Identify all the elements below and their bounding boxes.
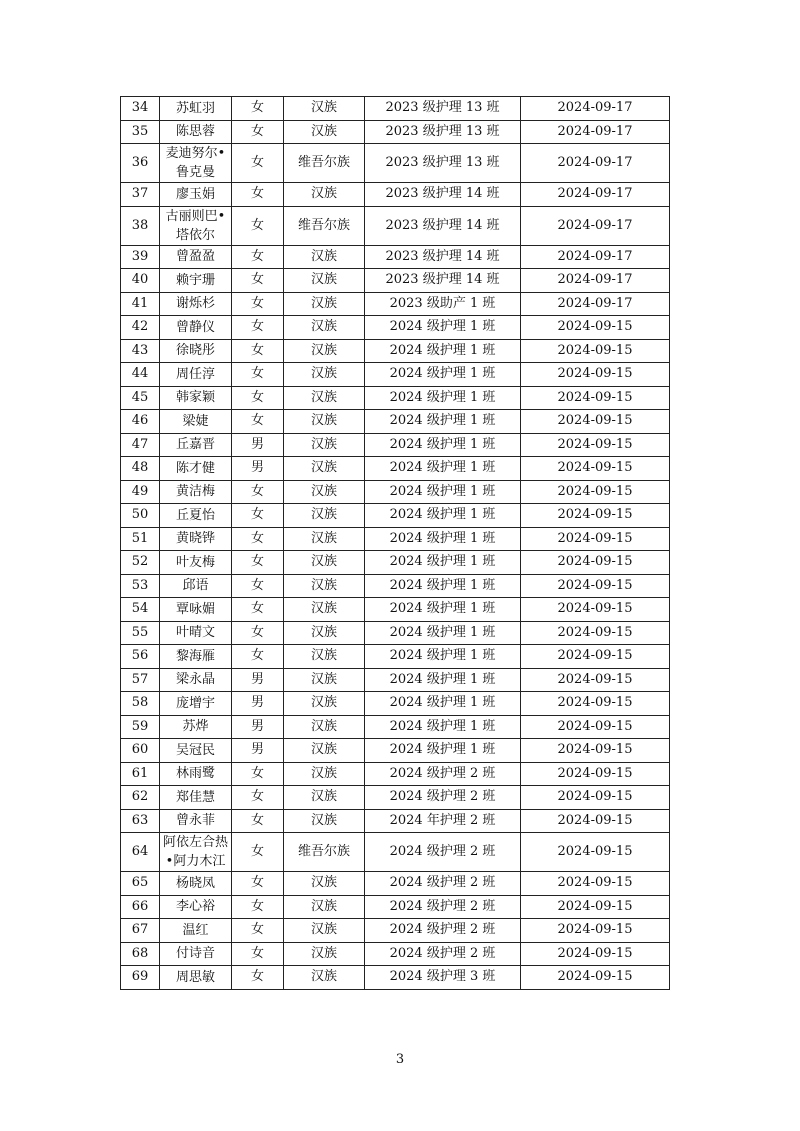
class-name-cell: 2024 级护理 1 班	[365, 598, 521, 622]
gender-cell: 女	[232, 363, 284, 387]
student-name-cell: 覃咏媚	[160, 598, 232, 622]
ethnicity-cell: 汉族	[284, 457, 365, 481]
date-cell: 2024-09-15	[521, 457, 670, 481]
ethnicity-cell: 汉族	[284, 692, 365, 716]
ethnicity-cell: 汉族	[284, 715, 365, 739]
gender-cell: 女	[232, 942, 284, 966]
gender-cell: 女	[232, 206, 284, 245]
ethnicity-cell: 汉族	[284, 919, 365, 943]
class-name-cell: 2024 级护理 1 班	[365, 715, 521, 739]
student-name-cell: 黄洁梅	[160, 480, 232, 504]
student-name-cell: 苏烨	[160, 715, 232, 739]
table-row	[121, 206, 670, 245]
table-row	[121, 598, 670, 622]
table-row	[121, 574, 670, 598]
table-row	[121, 120, 670, 144]
date-cell: 2024-09-15	[521, 551, 670, 575]
student-name-cell: 周任淳	[160, 363, 232, 387]
gender-cell: 女	[232, 966, 284, 990]
gender-cell: 女	[232, 895, 284, 919]
ethnicity-cell: 汉族	[284, 339, 365, 363]
gender-cell: 女	[232, 919, 284, 943]
class-name-cell: 2024 级护理 1 班	[365, 551, 521, 575]
gender-cell: 男	[232, 739, 284, 763]
student-name-cell: 陈才健	[160, 457, 232, 481]
gender-cell: 女	[232, 645, 284, 669]
student-name-cell: 郑佳慧	[160, 786, 232, 810]
class-name-cell: 2023 级护理 14 班	[365, 183, 521, 207]
gender-cell: 女	[232, 269, 284, 293]
student-name-cell: 麦迪努尔•鲁克曼	[160, 144, 232, 183]
table-row	[121, 386, 670, 410]
date-cell: 2024-09-17	[521, 183, 670, 207]
gender-cell: 女	[232, 872, 284, 896]
student-name-cell: 黄晓铧	[160, 527, 232, 551]
ethnicity-cell: 汉族	[284, 527, 365, 551]
row-number-cell: 60	[121, 739, 160, 763]
row-number-cell: 62	[121, 786, 160, 810]
table-row	[121, 786, 670, 810]
date-cell: 2024-09-15	[521, 410, 670, 434]
student-name-cell: 阿依左合热•阿力木江	[160, 833, 232, 872]
table-row	[121, 144, 670, 183]
class-name-cell: 2024 级护理 1 班	[365, 739, 521, 763]
table-row	[121, 739, 670, 763]
table-row	[121, 183, 670, 207]
date-cell: 2024-09-15	[521, 504, 670, 528]
class-name-cell: 2023 级护理 13 班	[365, 120, 521, 144]
gender-cell: 女	[232, 527, 284, 551]
student-name-cell: 吴冠民	[160, 739, 232, 763]
ethnicity-cell: 汉族	[284, 786, 365, 810]
ethnicity-cell: 汉族	[284, 433, 365, 457]
date-cell: 2024-09-15	[521, 833, 670, 872]
row-number-cell: 64	[121, 833, 160, 872]
date-cell: 2024-09-15	[521, 692, 670, 716]
gender-cell: 男	[232, 433, 284, 457]
row-number-cell: 40	[121, 269, 160, 293]
table-row	[121, 269, 670, 293]
date-cell: 2024-09-15	[521, 786, 670, 810]
date-cell: 2024-09-15	[521, 715, 670, 739]
row-number-cell: 45	[121, 386, 160, 410]
row-number-cell: 43	[121, 339, 160, 363]
date-cell: 2024-09-15	[521, 942, 670, 966]
gender-cell: 女	[232, 809, 284, 833]
gender-cell: 女	[232, 386, 284, 410]
class-name-cell: 2024 级护理 1 班	[365, 433, 521, 457]
student-name-cell: 李心裕	[160, 895, 232, 919]
date-cell: 2024-09-17	[521, 97, 670, 121]
ethnicity-cell: 汉族	[284, 292, 365, 316]
class-name-cell: 2024 级护理 1 班	[365, 621, 521, 645]
class-name-cell: 2024 级护理 1 班	[365, 504, 521, 528]
gender-cell: 女	[232, 245, 284, 269]
student-name-cell: 曾静仪	[160, 316, 232, 340]
class-name-cell: 2024 级护理 1 班	[365, 480, 521, 504]
student-name-cell: 叶晴文	[160, 621, 232, 645]
student-name-cell: 周思敏	[160, 966, 232, 990]
class-name-cell: 2023 级护理 14 班	[365, 206, 521, 245]
row-number-cell: 42	[121, 316, 160, 340]
gender-cell: 女	[232, 786, 284, 810]
table-row	[121, 833, 670, 872]
row-number-cell: 34	[121, 97, 160, 121]
class-name-cell: 2024 级护理 1 班	[365, 363, 521, 387]
table-row	[121, 245, 670, 269]
gender-cell: 女	[232, 551, 284, 575]
row-number-cell: 41	[121, 292, 160, 316]
class-name-cell: 2024 级护理 1 班	[365, 668, 521, 692]
gender-cell: 女	[232, 480, 284, 504]
ethnicity-cell: 汉族	[284, 762, 365, 786]
table-row	[121, 551, 670, 575]
student-name-cell: 付诗音	[160, 942, 232, 966]
date-cell: 2024-09-15	[521, 895, 670, 919]
table-row	[121, 504, 670, 528]
date-cell: 2024-09-17	[521, 120, 670, 144]
class-name-cell: 2023 级护理 13 班	[365, 97, 521, 121]
student-name-cell: 叶友梅	[160, 551, 232, 575]
table-row	[121, 668, 670, 692]
ethnicity-cell: 汉族	[284, 183, 365, 207]
row-number-cell: 55	[121, 621, 160, 645]
table-row	[121, 621, 670, 645]
row-number-cell: 52	[121, 551, 160, 575]
class-name-cell: 2024 级护理 1 班	[365, 410, 521, 434]
row-number-cell: 57	[121, 668, 160, 692]
class-name-cell: 2024 级护理 1 班	[365, 316, 521, 340]
row-number-cell: 39	[121, 245, 160, 269]
student-name-cell: 林雨鹭	[160, 762, 232, 786]
gender-cell: 女	[232, 183, 284, 207]
date-cell: 2024-09-17	[521, 245, 670, 269]
class-name-cell: 2024 级护理 2 班	[365, 919, 521, 943]
ethnicity-cell: 汉族	[284, 410, 365, 434]
date-cell: 2024-09-15	[521, 739, 670, 763]
student-name-cell: 温红	[160, 919, 232, 943]
ethnicity-cell: 维吾尔族	[284, 206, 365, 245]
class-name-cell: 2024 级护理 3 班	[365, 966, 521, 990]
gender-cell: 女	[232, 120, 284, 144]
student-name-cell: 曾盈盈	[160, 245, 232, 269]
row-number-cell: 51	[121, 527, 160, 551]
student-name-cell: 赖宇珊	[160, 269, 232, 293]
row-number-cell: 46	[121, 410, 160, 434]
ethnicity-cell: 汉族	[284, 269, 365, 293]
student-name-cell: 梁婕	[160, 410, 232, 434]
student-name-cell: 梁永晶	[160, 668, 232, 692]
ethnicity-cell: 汉族	[284, 245, 365, 269]
class-name-cell: 2023 级护理 13 班	[365, 144, 521, 183]
table-row	[121, 919, 670, 943]
ethnicity-cell: 汉族	[284, 621, 365, 645]
date-cell: 2024-09-15	[521, 645, 670, 669]
student-name-cell: 廖玉娟	[160, 183, 232, 207]
class-name-cell: 2024 级护理 1 班	[365, 574, 521, 598]
class-name-cell: 2024 级护理 2 班	[365, 786, 521, 810]
student-name-cell: 邱语	[160, 574, 232, 598]
gender-cell: 男	[232, 715, 284, 739]
date-cell: 2024-09-15	[521, 527, 670, 551]
ethnicity-cell: 汉族	[284, 480, 365, 504]
gender-cell: 男	[232, 668, 284, 692]
student-name-cell: 曾永菲	[160, 809, 232, 833]
class-name-cell: 2023 级护理 14 班	[365, 245, 521, 269]
date-cell: 2024-09-15	[521, 809, 670, 833]
class-name-cell: 2024 级护理 2 班	[365, 942, 521, 966]
ethnicity-cell: 汉族	[284, 668, 365, 692]
gender-cell: 女	[232, 144, 284, 183]
ethnicity-cell: 汉族	[284, 97, 365, 121]
gender-cell: 女	[232, 292, 284, 316]
row-number-cell: 44	[121, 363, 160, 387]
row-number-cell: 69	[121, 966, 160, 990]
class-name-cell: 2024 年护理 2 班	[365, 809, 521, 833]
date-cell: 2024-09-17	[521, 269, 670, 293]
date-cell: 2024-09-15	[521, 621, 670, 645]
row-number-cell: 38	[121, 206, 160, 245]
row-number-cell: 37	[121, 183, 160, 207]
date-cell: 2024-09-15	[521, 919, 670, 943]
class-name-cell: 2024 级护理 1 班	[365, 457, 521, 481]
class-name-cell: 2024 级护理 2 班	[365, 833, 521, 872]
student-name-cell: 徐晓彤	[160, 339, 232, 363]
row-number-cell: 50	[121, 504, 160, 528]
row-number-cell: 58	[121, 692, 160, 716]
date-cell: 2024-09-15	[521, 480, 670, 504]
gender-cell: 男	[232, 692, 284, 716]
date-cell: 2024-09-15	[521, 762, 670, 786]
ethnicity-cell: 汉族	[284, 598, 365, 622]
ethnicity-cell: 维吾尔族	[284, 144, 365, 183]
ethnicity-cell: 汉族	[284, 120, 365, 144]
gender-cell: 女	[232, 316, 284, 340]
ethnicity-cell: 汉族	[284, 316, 365, 340]
table-row	[121, 645, 670, 669]
ethnicity-cell: 汉族	[284, 872, 365, 896]
date-cell: 2024-09-15	[521, 386, 670, 410]
table-row	[121, 363, 670, 387]
date-cell: 2024-09-15	[521, 316, 670, 340]
table-row	[121, 527, 670, 551]
student-name-cell: 庞增宇	[160, 692, 232, 716]
row-number-cell: 35	[121, 120, 160, 144]
class-name-cell: 2024 级护理 1 班	[365, 645, 521, 669]
gender-cell: 女	[232, 339, 284, 363]
gender-cell: 女	[232, 621, 284, 645]
gender-cell: 女	[232, 97, 284, 121]
student-table	[120, 96, 670, 990]
date-cell: 2024-09-17	[521, 206, 670, 245]
class-name-cell: 2024 级护理 1 班	[365, 386, 521, 410]
row-number-cell: 48	[121, 457, 160, 481]
date-cell: 2024-09-15	[521, 872, 670, 896]
row-number-cell: 63	[121, 809, 160, 833]
ethnicity-cell: 汉族	[284, 574, 365, 598]
row-number-cell: 67	[121, 919, 160, 943]
table-row	[121, 339, 670, 363]
student-name-cell: 陈思蓉	[160, 120, 232, 144]
ethnicity-cell: 汉族	[284, 645, 365, 669]
ethnicity-cell: 汉族	[284, 363, 365, 387]
row-number-cell: 65	[121, 872, 160, 896]
ethnicity-cell: 汉族	[284, 504, 365, 528]
date-cell: 2024-09-15	[521, 363, 670, 387]
table-row	[121, 872, 670, 896]
table-row	[121, 292, 670, 316]
row-number-cell: 59	[121, 715, 160, 739]
class-name-cell: 2023 级助产 1 班	[365, 292, 521, 316]
class-name-cell: 2024 级护理 1 班	[365, 527, 521, 551]
table-row	[121, 942, 670, 966]
gender-cell: 女	[232, 410, 284, 434]
ethnicity-cell: 汉族	[284, 895, 365, 919]
table-row	[121, 715, 670, 739]
date-cell: 2024-09-15	[521, 339, 670, 363]
ethnicity-cell: 维吾尔族	[284, 833, 365, 872]
class-name-cell: 2024 级护理 2 班	[365, 762, 521, 786]
student-name-cell: 古丽则巴•塔依尔	[160, 206, 232, 245]
row-number-cell: 47	[121, 433, 160, 457]
table-row	[121, 433, 670, 457]
row-number-cell: 61	[121, 762, 160, 786]
table-row	[121, 97, 670, 121]
date-cell: 2024-09-17	[521, 292, 670, 316]
table-row	[121, 762, 670, 786]
ethnicity-cell: 汉族	[284, 551, 365, 575]
date-cell: 2024-09-17	[521, 144, 670, 183]
student-name-cell: 丘夏怡	[160, 504, 232, 528]
student-name-cell: 杨晓凤	[160, 872, 232, 896]
class-name-cell: 2024 级护理 2 班	[365, 872, 521, 896]
gender-cell: 女	[232, 504, 284, 528]
row-number-cell: 54	[121, 598, 160, 622]
date-cell: 2024-09-15	[521, 574, 670, 598]
table-row	[121, 457, 670, 481]
class-name-cell: 2024 级护理 1 班	[365, 692, 521, 716]
table-row	[121, 809, 670, 833]
student-table-body	[121, 97, 670, 990]
row-number-cell: 49	[121, 480, 160, 504]
table-row	[121, 692, 670, 716]
row-number-cell: 36	[121, 144, 160, 183]
class-name-cell: 2024 级护理 2 班	[365, 895, 521, 919]
row-number-cell: 56	[121, 645, 160, 669]
row-number-cell: 66	[121, 895, 160, 919]
gender-cell: 女	[232, 598, 284, 622]
date-cell: 2024-09-15	[521, 966, 670, 990]
gender-cell: 女	[232, 833, 284, 872]
page-number: 3	[395, 1052, 405, 1067]
student-name-cell: 苏虹羽	[160, 97, 232, 121]
gender-cell: 女	[232, 574, 284, 598]
student-name-cell: 丘嘉晋	[160, 433, 232, 457]
date-cell: 2024-09-15	[521, 598, 670, 622]
table-row	[121, 410, 670, 434]
student-name-cell: 黎海雁	[160, 645, 232, 669]
ethnicity-cell: 汉族	[284, 809, 365, 833]
student-name-cell: 韩家颖	[160, 386, 232, 410]
class-name-cell: 2024 级护理 1 班	[365, 339, 521, 363]
student-name-cell: 谢烁杉	[160, 292, 232, 316]
ethnicity-cell: 汉族	[284, 739, 365, 763]
gender-cell: 男	[232, 457, 284, 481]
table-row	[121, 895, 670, 919]
date-cell: 2024-09-15	[521, 668, 670, 692]
class-name-cell: 2023 级护理 14 班	[365, 269, 521, 293]
table-row	[121, 966, 670, 990]
date-cell: 2024-09-15	[521, 433, 670, 457]
table-row	[121, 316, 670, 340]
ethnicity-cell: 汉族	[284, 386, 365, 410]
ethnicity-cell: 汉族	[284, 942, 365, 966]
table-row	[121, 480, 670, 504]
gender-cell: 女	[232, 762, 284, 786]
row-number-cell: 68	[121, 942, 160, 966]
row-number-cell: 53	[121, 574, 160, 598]
ethnicity-cell: 汉族	[284, 966, 365, 990]
